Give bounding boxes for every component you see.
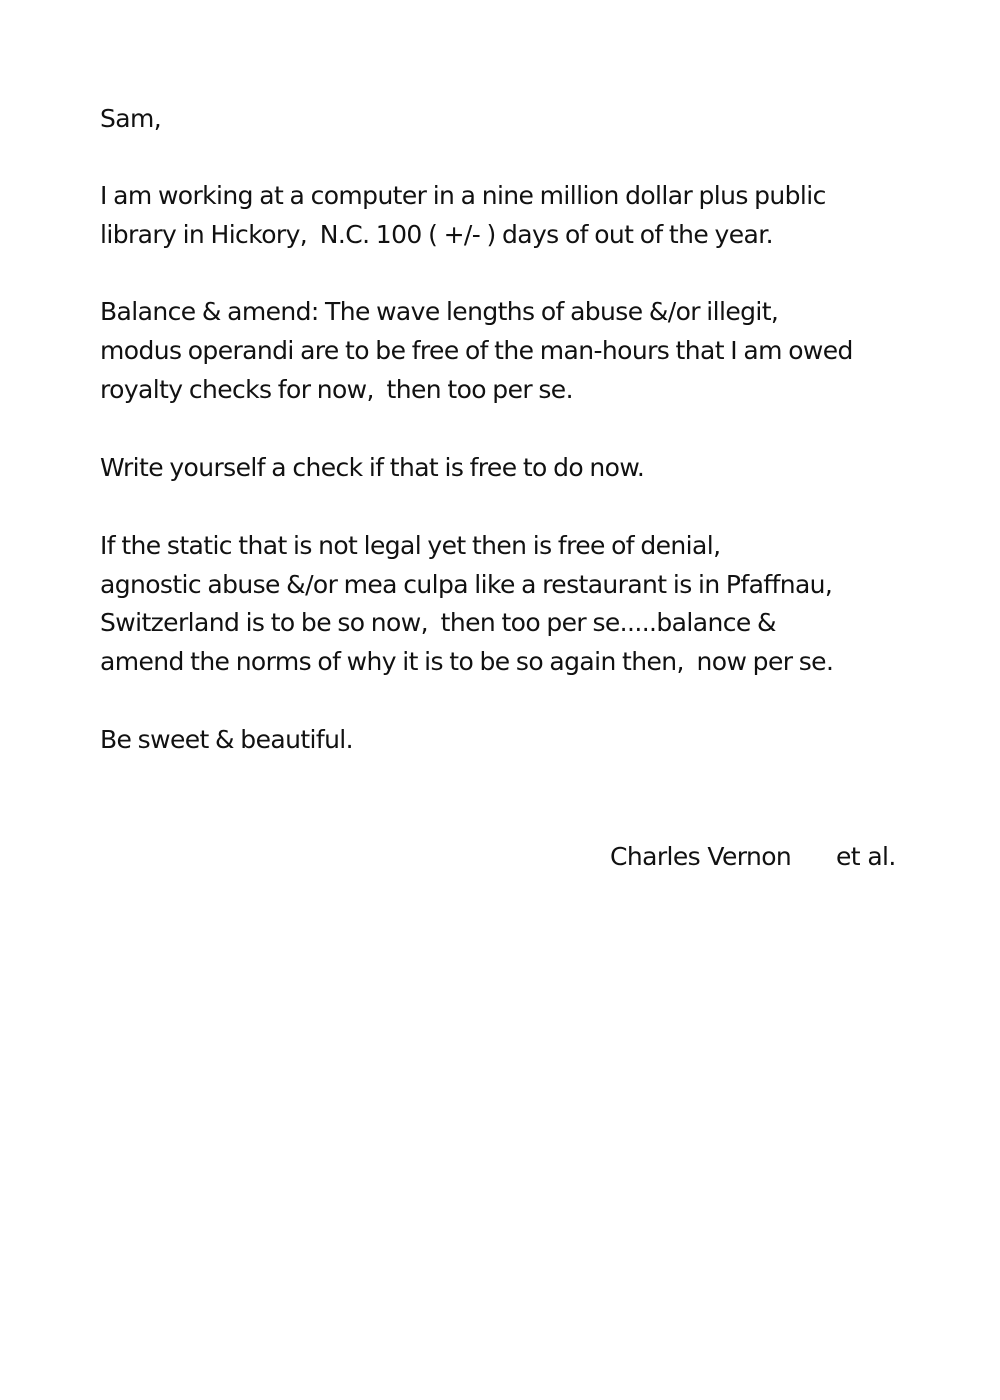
paragraph-1-line-2: library in Hickory, N.C. 100 ( +/- ) days of out of the year. — [100, 220, 773, 249]
paragraph-4-line-4: amend the norms of why it is to be so again then, now per se. — [100, 647, 834, 676]
paragraph-2-line-2: modus operandi are to be free of the man-hours that I am owed — [100, 336, 853, 365]
paragraph-4-line-2: agnostic abuse &/or mea culpa like a restaurant is in Pfaffnau, — [100, 570, 833, 599]
signature-suffix: et al. — [836, 842, 896, 871]
paragraph-2-line-1: Balance & amend: The wave lengths of abuse &/or illegit, — [100, 297, 779, 326]
paragraph-1-line-1: I am working at a computer in a nine million dollar plus public — [100, 181, 826, 210]
salutation: Sam, — [100, 104, 162, 133]
paragraph-4-line-3: Switzerland is to be so now, then too per se.....balance & — [100, 608, 776, 637]
paragraph-3-line-1: Write yourself a check if that is free to do now. — [100, 453, 645, 482]
paragraph-4-line-1: If the static that is not legal yet then is free of denial, — [100, 531, 721, 560]
closing-line: Be sweet & beautiful. — [100, 725, 354, 754]
paragraph-2-line-3: royalty checks for now, then too per se. — [100, 375, 573, 404]
signature-name: Charles Vernon — [610, 842, 792, 871]
